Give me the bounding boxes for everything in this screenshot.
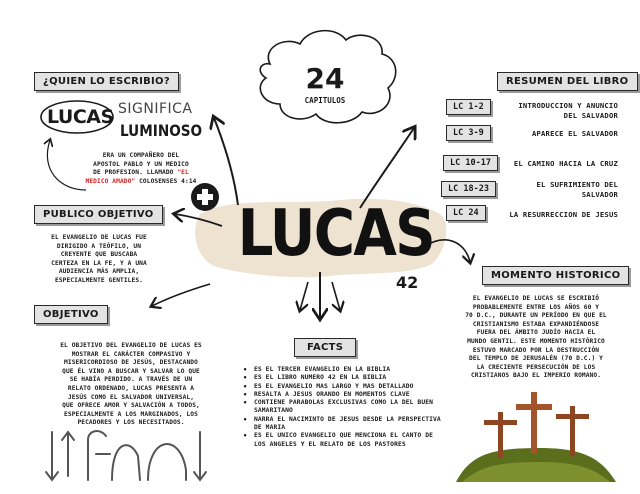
main-title: LUCAS [237,197,434,271]
objetivo-heading: OBJETIVO [34,305,108,324]
arrow-to-facts-3 [332,282,340,310]
calvary-crosses [456,392,616,482]
fact-item: • RESALTA A JESUS ORANDO EN MOMENTOS CLAVE [243,391,441,399]
author-heading: ¿QUIEN LO ESCRIBIO? [34,72,179,91]
arrow-desc-to-name [47,140,86,190]
book-number: 42 [396,273,419,292]
arrow-to-objetivo [152,284,210,306]
fact-item: • NARRA EL NACIMINTO DE JESUS DESDE LA PERSPECTIVA DE MARIA [243,416,441,433]
lc-tag-4: LC 18-23 [441,181,496,197]
lc-tag-5: LC 24 [446,205,486,221]
fact-item: • ES EL EVANGELIO MAS LARGO Y MAS DETALLADO [243,383,441,391]
plus-icon [191,183,219,211]
resumen-heading: RESUMEN DEL LIBRO [497,72,638,91]
lc-desc-2: APARECE EL SALVADOR [531,129,618,138]
name-meaning: LUMINOSO [120,121,203,140]
chapter-count: 24 [305,62,345,95]
scribble-arrows [46,431,206,480]
author-description: ERA UN COMPAÑERO DEL APOSTOL PABLO Y UN MEDICO DE PROFESION. LLAMADO "EL MEDICO AMADO" COLOSENSES 4:14 [85,152,197,185]
significa-label: SIGNIFICA [118,101,193,117]
author-name: LUCAS [47,106,114,128]
facts-heading: FACTS [294,338,356,357]
lc-desc-3: EL CAMINO HACIA LA CRUZ [513,159,618,168]
facts-list [243,366,441,449]
momento-heading: MOMENTO HISTORICO [482,266,629,285]
fact-item: • ES EL UNICO EVANGELIO QUE MENCIONA EL CANTO DE LOS ANGELES Y EL RELATO DE LOS PASTORES [243,432,441,449]
lc-desc-1: INTRODUCCION Y ANUNCIO DEL SALVADOR [518,101,618,120]
lc-desc-4: EL SUFRIMIENTO DEL SALVADOR [536,180,618,199]
arrow-to-cloud [360,128,414,208]
lc-tag-3: LC 10-17 [443,155,498,171]
fact-item: • ES EL TERCER EVANGELIO EN LA BIBLIA [243,366,441,374]
momento-text: EL EVANGELIO DE LUCAS SE ESCRIBIÓ PROBABLEMENTE ENTRE LOS AÑOS 60 Y 70 D.C., DURANTE UN PERÍODO EN QUE EL CRISTIANISMO ESTABA EXPANDIÉNDOSE FUERA DEL ÁMBITO JUDÍO HACIA EL MUNDO GENTIL. ESTE MOMENTO HISTÓRICO ESTUVO MARCADO POR LA DESTRUCCIÓN DEL TEMPLO DE JERUSALÉN (70 D.C.) Y LA CRECIENTE PERSECUCIÓN DE LOS CRISTIANOS BAJO EL IMPERIO ROMANO. [465,295,607,380]
publico-text: EL EVANGELIO DE LUCAS FUE DIRIGIDO A TEÓFILO, UN CREYENTE QUE BUSCABA CERTEZA EN LA FE, Y A UNA AUDIENCIA MÁS AMPLIA, ESPECIALMENTE GENTILES. [51,234,147,284]
fact-item: • CONTIENE PARABOLAS EXCLUSIVAS COMO LA DEL BUEN SAMARITANO [243,399,441,416]
lc-tag-1: LC 1-2 [446,99,491,115]
lc-desc-5: LA RESURRECCION DE JESUS [509,210,618,219]
fact-item: • ES EL LIBRO NUMERO 42 EN LA BIBLIA [243,374,441,382]
lc-tag-2: LC 3-9 [446,125,491,141]
arrow-to-facts-2 [300,282,308,310]
publico-heading: PUBLICO OBJETIVO [34,205,163,224]
objetivo-text: EL OBJETIVO DEL EVANGELIO DE LUCAS ES MOSTRAR EL CARÁCTER COMPASIVO Y MISERICORDIOSO DE JESÚS, DESTACANDO QUE ÉL VINO A BUSCAR Y SALVAR LO QUE SE HABÍA PERDIDO. A TRAVÉS DE UN RELATO ORDENADO, LUCAS PRESENTA A JESÚS COMO EL SALVADOR UNIVERSAL, QUE OFRECE AMOR Y SALVACIÓN A TODOS, ESPECIALMENTE A LOS MARGINADOS, LOS PECADORES Y LOS NECESITADOS. [60,342,202,427]
chapter-label: CAPITULOS [304,96,346,105]
